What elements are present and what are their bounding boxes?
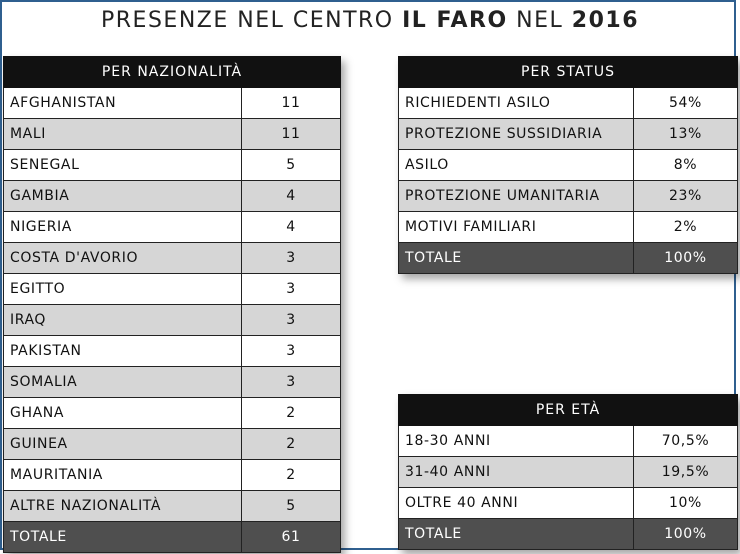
row-label: MAURITANIA [4,460,242,491]
row-value: 3 [242,367,341,398]
total-label: TOTALE [4,522,242,553]
title-year: 2016 [571,8,639,33]
table-row [4,429,341,460]
table-row [4,119,341,150]
total-row [4,522,341,553]
row-label: GAMBIA [4,181,242,212]
row-value: 4 [242,181,341,212]
age-table-header: PER ETÀ [399,395,738,426]
table-row [4,491,341,522]
row-value: 13% [634,119,738,150]
row-value: 11 [242,119,341,150]
row-label: PAKISTAN [4,336,242,367]
table-row [4,367,341,398]
page-title [0,8,740,33]
row-label: GHANA [4,398,242,429]
table-row [399,212,738,243]
table-row [399,88,738,119]
table-row [4,150,341,181]
row-label: 18-30 ANNI [399,426,634,457]
status-table-header: PER STATUS [399,57,738,88]
table-row [4,336,341,367]
row-label: OLTRE 40 ANNI [399,488,634,519]
table-row [4,460,341,491]
row-label: 31-40 ANNI [399,457,634,488]
row-value: 54% [634,88,738,119]
row-value: 3 [242,243,341,274]
row-label: PROTEZIONE UMANITARIA [399,181,634,212]
row-value: 4 [242,212,341,243]
row-value: 5 [242,491,341,522]
row-value: 3 [242,305,341,336]
table-row [4,398,341,429]
table-row [399,150,738,181]
row-label: IRAQ [4,305,242,336]
title-text: PRESENZE NEL CENTRO [101,8,403,33]
total-value: 100% [634,243,738,274]
table-row [4,212,341,243]
row-value: 2 [242,398,341,429]
title-center-name: IL FARO [402,8,508,33]
nationality-table [3,56,341,553]
row-value: 11 [242,88,341,119]
table-row [4,274,341,305]
row-label: ASILO [399,150,634,181]
table-row [399,181,738,212]
table-row [4,305,341,336]
total-row [399,243,738,274]
table-row [399,457,738,488]
table-row [399,119,738,150]
row-label: SENEGAL [4,150,242,181]
row-label: NIGERIA [4,212,242,243]
status-table [398,56,738,274]
table-row [4,243,341,274]
row-label: MOTIVI FAMILIARI [399,212,634,243]
title-text-2: NEL [507,8,572,33]
table-row [399,488,738,519]
row-value: 3 [242,274,341,305]
table-row [4,181,341,212]
row-value: 23% [634,181,738,212]
table-row [4,88,341,119]
row-label: AFGHANISTAN [4,88,242,119]
row-value: 2 [242,429,341,460]
total-row [399,519,738,550]
row-value: 2 [242,460,341,491]
row-label: PROTEZIONE SUSSIDIARIA [399,119,634,150]
table-row [399,426,738,457]
row-value: 70,5% [634,426,738,457]
row-value: 2% [634,212,738,243]
row-label: RICHIEDENTI ASILO [399,88,634,119]
row-value: 19,5% [634,457,738,488]
row-label: GUINEA [4,429,242,460]
row-label: COSTA D'AVORIO [4,243,242,274]
nationality-table-header: PER NAZIONALITÀ [4,57,341,88]
row-value: 3 [242,336,341,367]
row-value: 10% [634,488,738,519]
row-label: SOMALIA [4,367,242,398]
row-label: MALI [4,119,242,150]
row-value: 8% [634,150,738,181]
row-value: 5 [242,150,341,181]
total-label: TOTALE [399,519,634,550]
total-value: 100% [634,519,738,550]
total-label: TOTALE [399,243,634,274]
row-label: EGITTO [4,274,242,305]
row-label: ALTRE NAZIONALITÀ [4,491,242,522]
total-value: 61 [242,522,341,553]
age-table [398,394,738,550]
